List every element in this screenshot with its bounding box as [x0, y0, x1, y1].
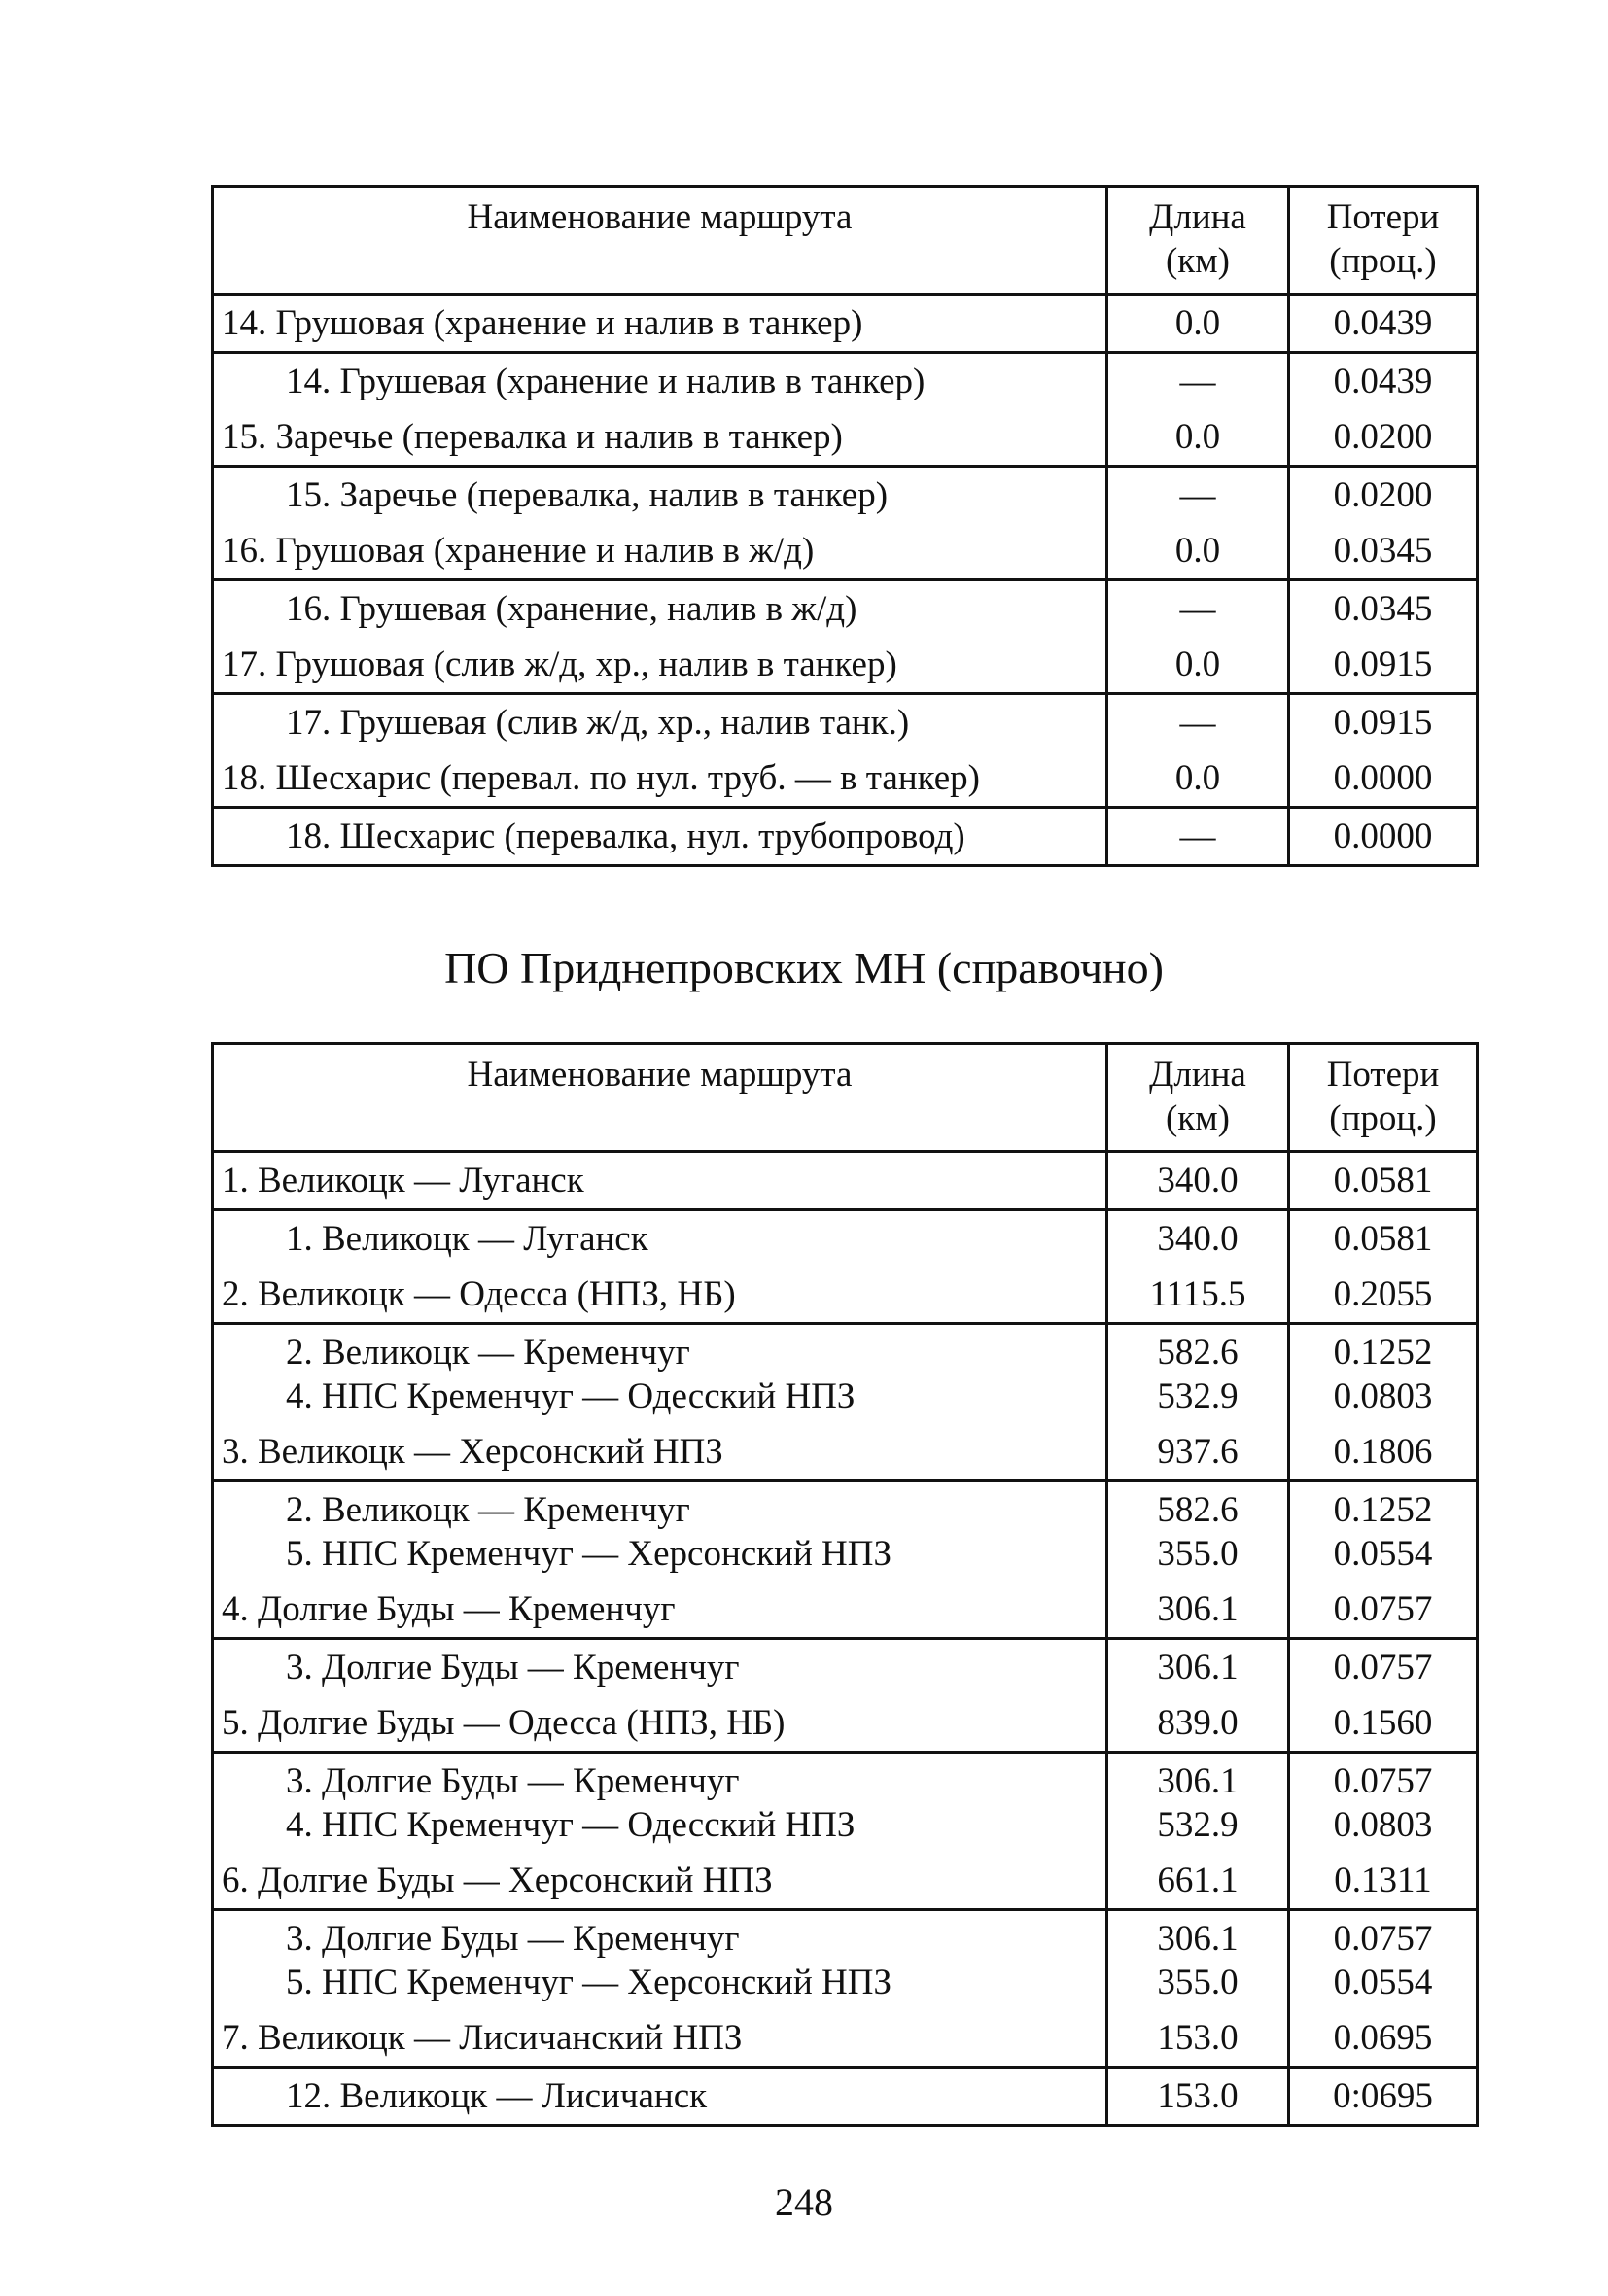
route-loss: 0.0439 [1333, 362, 1433, 401]
route-length: 937.6 [1157, 1432, 1239, 1472]
header-losses: Потери (проц.) [1289, 187, 1478, 295]
route-length: 582.6 [1157, 1490, 1239, 1530]
route-name: 15. Заречье (перевалка, налив в танкер) [286, 475, 889, 515]
route-length: 306.1 [1157, 1761, 1239, 1801]
route-group [213, 1910, 1478, 2068]
route-loss: 0:0695 [1333, 2076, 1433, 2116]
header-length: Длина (км) [1107, 1044, 1289, 1152]
route-length: 839.0 [1157, 1703, 1239, 1743]
header-route-name: Наименование маршрута [213, 187, 1107, 295]
route-loss: 0.0581 [1333, 1161, 1433, 1200]
route-length: — [1179, 475, 1216, 515]
section-title: ПО Приднепровских МН (справочно) [444, 943, 1164, 992]
route-name: 16. Грушевая (хранение, налив в ж/д) [286, 589, 857, 629]
route-length: 532.9 [1157, 1805, 1239, 1845]
route-group [213, 353, 1478, 467]
route-loss: 0.0200 [1333, 417, 1433, 457]
route-name: 3. Долгие Буды — Кременчуг [286, 1919, 740, 1959]
header-route-name: Наименование маршрута [213, 1044, 1107, 1152]
route-length: — [1179, 589, 1216, 629]
route-loss: 0.0915 [1333, 644, 1433, 684]
route-loss: 0.1311 [1334, 1861, 1432, 1900]
route-name: 17. Грушовая (слив ж/д, хр., налив в танкер) [222, 644, 897, 684]
route-length: 532.9 [1157, 1376, 1239, 1416]
route-length: 306.1 [1157, 1919, 1239, 1959]
route-loss: 0.0757 [1333, 1648, 1433, 1687]
route-loss: 0.0757 [1333, 1589, 1433, 1629]
route-name: 3. Великоцк — Херсонский НПЗ [222, 1432, 723, 1472]
table-header [213, 1044, 1478, 1152]
route-name: 14. Грушевая (хранение и налив в танкер) [286, 362, 926, 401]
route-length: 582.6 [1157, 1333, 1239, 1373]
route-length: — [1179, 362, 1216, 401]
route-length: 0.0 [1174, 303, 1221, 343]
route-name: 4. НПС Кременчуг — Одесский НПЗ [286, 1805, 856, 1845]
route-loss: 0.0803 [1333, 1805, 1433, 1845]
table-header [213, 187, 1478, 295]
route-group [213, 295, 1478, 353]
route-name: 14. Грушовая (хранение и налив в танкер) [222, 303, 863, 343]
route-length: 0.0 [1174, 644, 1221, 684]
route-length: 0.0 [1174, 417, 1221, 457]
route-length: 1115.5 [1149, 1274, 1246, 1314]
route-name: 6. Долгие Буды — Херсонский НПЗ [222, 1861, 773, 1900]
route-length: 306.1 [1157, 1648, 1239, 1687]
routes-table-1 [211, 185, 1479, 867]
route-group [213, 808, 1478, 866]
page-number: 248 [775, 2180, 833, 2224]
route-loss: 0.1252 [1333, 1333, 1433, 1373]
route-loss: 0.0695 [1333, 2018, 1433, 2058]
route-loss: 0.0554 [1333, 1534, 1433, 1574]
route-loss: 0.0757 [1333, 1919, 1433, 1959]
route-loss: 0.1252 [1333, 1490, 1433, 1530]
route-length: 355.0 [1157, 1963, 1239, 2002]
route-length: 340.0 [1157, 1219, 1239, 1259]
route-group [213, 580, 1478, 694]
route-loss: 0.0345 [1333, 531, 1433, 571]
route-name: 16. Грушовая (хранение и налив в ж/д) [222, 531, 815, 571]
route-name: 1. Великоцк — Луганск [286, 1219, 648, 1259]
route-group [213, 1324, 1478, 1481]
route-name: 3. Долгие Буды — Кременчуг [286, 1761, 740, 1801]
header-length: Длина (км) [1107, 187, 1289, 295]
route-length: 355.0 [1157, 1534, 1239, 1574]
route-name: 18. Шесхарис (перевалка, нул. трубопровод) [286, 817, 965, 856]
route-group [213, 1639, 1478, 1753]
routes-table-2 [211, 1042, 1479, 2127]
route-loss: 0.0000 [1333, 758, 1433, 798]
route-loss: 0.0554 [1333, 1963, 1433, 2002]
route-name: 2. Великоцк — Кременчуг [286, 1333, 690, 1373]
route-name: 2. Великоцк — Кременчуг [286, 1490, 690, 1530]
route-loss: 0.1560 [1333, 1703, 1433, 1743]
route-group [213, 694, 1478, 808]
route-group [213, 1481, 1478, 1639]
route-name: 1. Великоцк — Луганск [222, 1161, 584, 1200]
route-length: 153.0 [1157, 2018, 1239, 2058]
route-loss: 0.0000 [1333, 817, 1433, 856]
route-group [213, 1210, 1478, 1324]
route-length: 0.0 [1174, 531, 1221, 571]
route-name: 5. НПС Кременчуг — Херсонский НПЗ [286, 1534, 891, 1574]
route-name: 7. Великоцк — Лисичанский НПЗ [222, 2018, 743, 2058]
route-name: 3. Долгие Буды — Кременчуг [286, 1648, 740, 1687]
route-name: 18. Шесхарис (перевал. по нул. труб. — в танкер) [222, 758, 980, 798]
route-loss: 0.0915 [1333, 703, 1433, 743]
route-group [213, 467, 1478, 580]
route-name: 12. Великоцк — Лисичанск [286, 2076, 708, 2116]
route-length: 0.0 [1174, 758, 1221, 798]
route-group [213, 2068, 1478, 2126]
route-loss: 0.0345 [1333, 589, 1433, 629]
route-group [213, 1753, 1478, 1910]
route-name: 4. Долгие Буды — Кременчуг [222, 1589, 676, 1629]
route-name: 5. НПС Кременчуг — Херсонский НПЗ [286, 1963, 891, 2002]
route-name: 5. Долгие Буды — Одесса (НПЗ, НБ) [222, 1703, 786, 1743]
route-length: 306.1 [1157, 1589, 1239, 1629]
route-loss: 0.0200 [1333, 475, 1433, 515]
route-length: — [1179, 817, 1216, 856]
route-loss: 0.0803 [1333, 1376, 1433, 1416]
route-length: — [1179, 703, 1216, 743]
route-name: 2. Великоцк — Одесса (НПЗ, НБ) [222, 1274, 736, 1314]
route-name: 4. НПС Кременчуг — Одесский НПЗ [286, 1376, 856, 1416]
route-loss: 0.2055 [1333, 1274, 1433, 1314]
route-loss: 0.0439 [1333, 303, 1433, 343]
route-group [213, 1152, 1478, 1210]
header-losses: Потери (проц.) [1289, 1044, 1478, 1152]
route-loss: 0.1806 [1333, 1432, 1433, 1472]
route-name: 15. Заречье (перевалка и налив в танкер) [222, 417, 843, 457]
route-length: 340.0 [1157, 1161, 1239, 1200]
route-loss: 0.0581 [1333, 1219, 1433, 1259]
route-length: 661.1 [1157, 1861, 1239, 1900]
route-length: 153.0 [1157, 2076, 1239, 2116]
route-loss: 0.0757 [1333, 1761, 1433, 1801]
route-name: 17. Грушевая (слив ж/д, хр., налив танк.) [286, 703, 910, 743]
